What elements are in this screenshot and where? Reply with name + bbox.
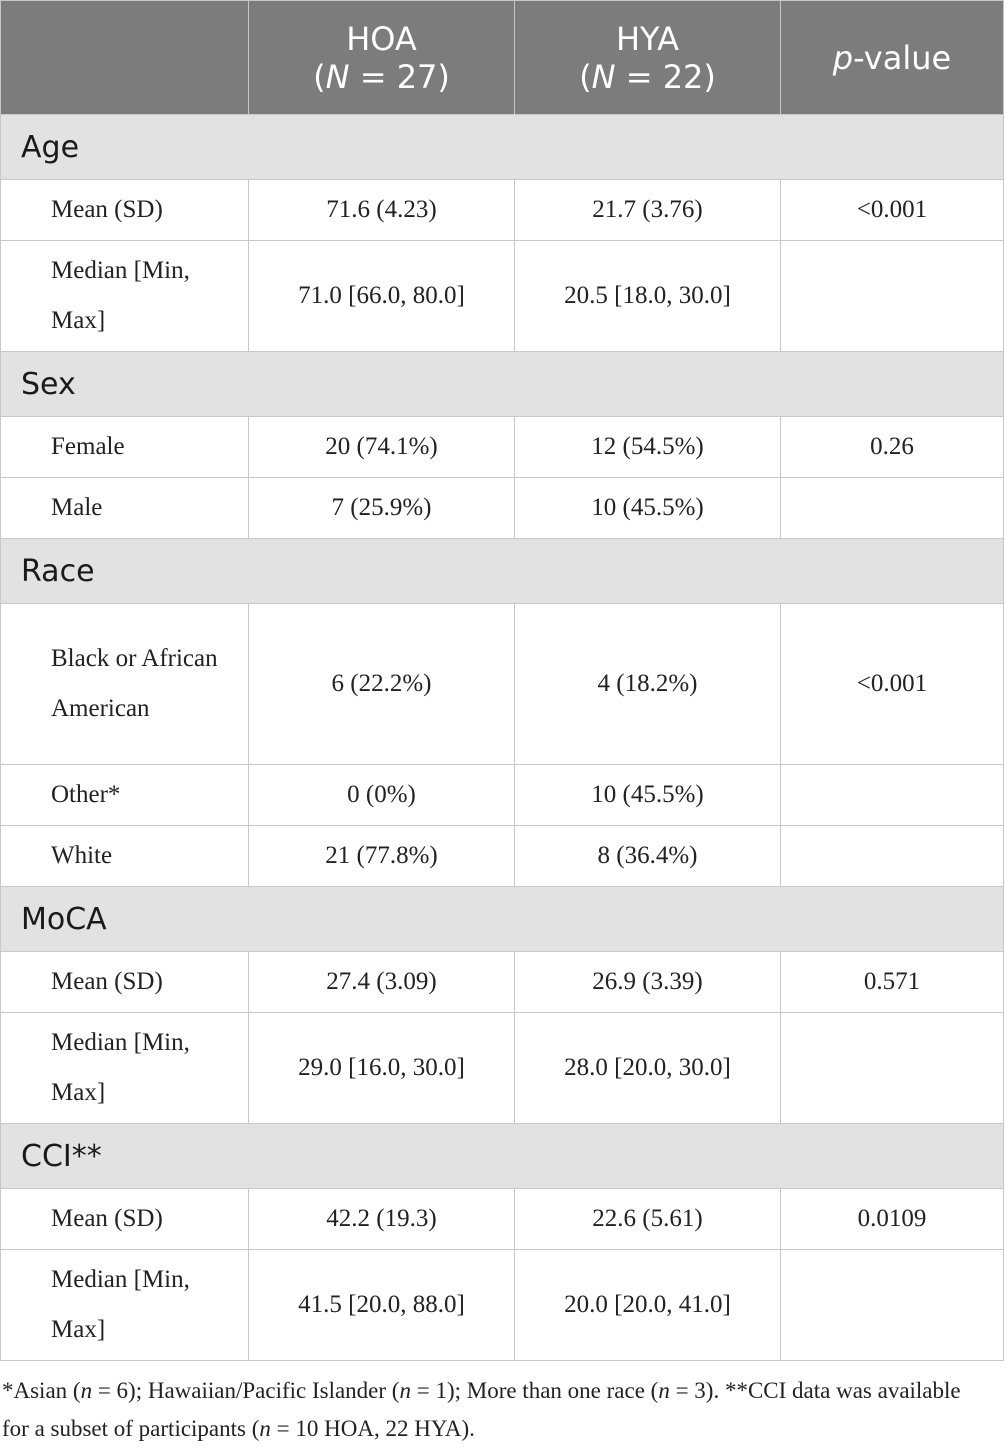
- cell-hoa: 29.0 [16.0, 30.0]: [249, 1013, 515, 1124]
- row-label: Mean (SD): [1, 1189, 249, 1250]
- section-title: MoCA: [1, 887, 1004, 952]
- section-title: CCI**: [1, 1124, 1004, 1189]
- header-hya-n: (N = 22): [579, 57, 716, 96]
- section-title: Sex: [1, 352, 1004, 417]
- cell-hoa: 71.0 [66.0, 80.0]: [249, 241, 515, 352]
- row-label: Black or African American: [1, 604, 249, 765]
- cell-pvalue: <0.001: [781, 180, 1004, 241]
- header-hya: [515, 1, 781, 115]
- row-label: Median [Min, Max]: [1, 1013, 249, 1124]
- table-row: [1, 826, 1004, 887]
- cell-hoa: 0 (0%): [249, 765, 515, 826]
- header-hoa-n: (N = 27): [313, 57, 450, 96]
- cell-hya: 10 (45.5%): [515, 765, 781, 826]
- table-row: [1, 478, 1004, 539]
- header-hoa: [249, 1, 515, 115]
- cell-hoa: 27.4 (3.09): [249, 952, 515, 1013]
- table-row: [1, 1250, 1004, 1361]
- cell-pvalue: [781, 765, 1004, 826]
- header-row: [1, 1, 1004, 115]
- section-title: Age: [1, 115, 1004, 180]
- cell-hoa: 71.6 (4.23): [249, 180, 515, 241]
- row-label: Median [Min, Max]: [1, 241, 249, 352]
- header-hya-name: HYA: [615, 19, 679, 58]
- cell-hya: 22.6 (5.61): [515, 1189, 781, 1250]
- header-hoa-name: HOA: [346, 19, 417, 58]
- cell-pvalue: [781, 826, 1004, 887]
- table-row: [1, 1189, 1004, 1250]
- cell-hya: 8 (36.4%): [515, 826, 781, 887]
- cell-pvalue: [781, 1250, 1004, 1361]
- cell-pvalue: [781, 478, 1004, 539]
- row-label: Mean (SD): [1, 180, 249, 241]
- row-label: Mean (SD): [1, 952, 249, 1013]
- table-row: [1, 1013, 1004, 1124]
- cell-pvalue: [781, 241, 1004, 352]
- table-row: [1, 765, 1004, 826]
- cell-hya: 10 (45.5%): [515, 478, 781, 539]
- row-label: Other*: [1, 765, 249, 826]
- cell-pvalue: 0.0109: [781, 1189, 1004, 1250]
- section-row-moca: [1, 887, 1004, 952]
- header-pvalue: p-value: [781, 1, 1004, 115]
- table-row: [1, 417, 1004, 478]
- table-row: [1, 241, 1004, 352]
- cell-hoa: 7 (25.9%): [249, 478, 515, 539]
- cell-hya: 20.5 [18.0, 30.0]: [515, 241, 781, 352]
- cell-hya: 26.9 (3.39): [515, 952, 781, 1013]
- cell-hya: 21.7 (3.76): [515, 180, 781, 241]
- cell-hoa: 6 (22.2%): [249, 604, 515, 765]
- cell-pvalue: 0.26: [781, 417, 1004, 478]
- section-row-race: [1, 539, 1004, 604]
- cell-hoa: 41.5 [20.0, 88.0]: [249, 1250, 515, 1361]
- section-title: Race: [1, 539, 1004, 604]
- row-label: Female: [1, 417, 249, 478]
- cell-pvalue: <0.001: [781, 604, 1004, 765]
- table-footnote: *Asian (n = 6); Hawaiian/Pacific Islander (n = 1); More than one race (n = 3). **CCI data was available for a subset of participants (n = 10 HOA, 22 HYA).: [2, 1378, 961, 1441]
- cell-hoa: 20 (74.1%): [249, 417, 515, 478]
- table-row: [1, 180, 1004, 241]
- cell-hoa: 21 (77.8%): [249, 826, 515, 887]
- section-row-sex: [1, 352, 1004, 417]
- row-label: Median [Min, Max]: [1, 1250, 249, 1361]
- cell-hya: 20.0 [20.0, 41.0]: [515, 1250, 781, 1361]
- section-row-cci: [1, 1124, 1004, 1189]
- table-row: [1, 604, 1004, 765]
- cell-hoa: 42.2 (19.3): [249, 1189, 515, 1250]
- row-label: Male: [1, 478, 249, 539]
- section-row-age: [1, 115, 1004, 180]
- cell-pvalue: 0.571: [781, 952, 1004, 1013]
- cell-hya: 4 (18.2%): [515, 604, 781, 765]
- row-label: White: [1, 826, 249, 887]
- table-row: [1, 952, 1004, 1013]
- cell-hya: 28.0 [20.0, 30.0]: [515, 1013, 781, 1124]
- cell-hya: 12 (54.5%): [515, 417, 781, 478]
- header-variable: [1, 1, 249, 115]
- cell-pvalue: [781, 1013, 1004, 1124]
